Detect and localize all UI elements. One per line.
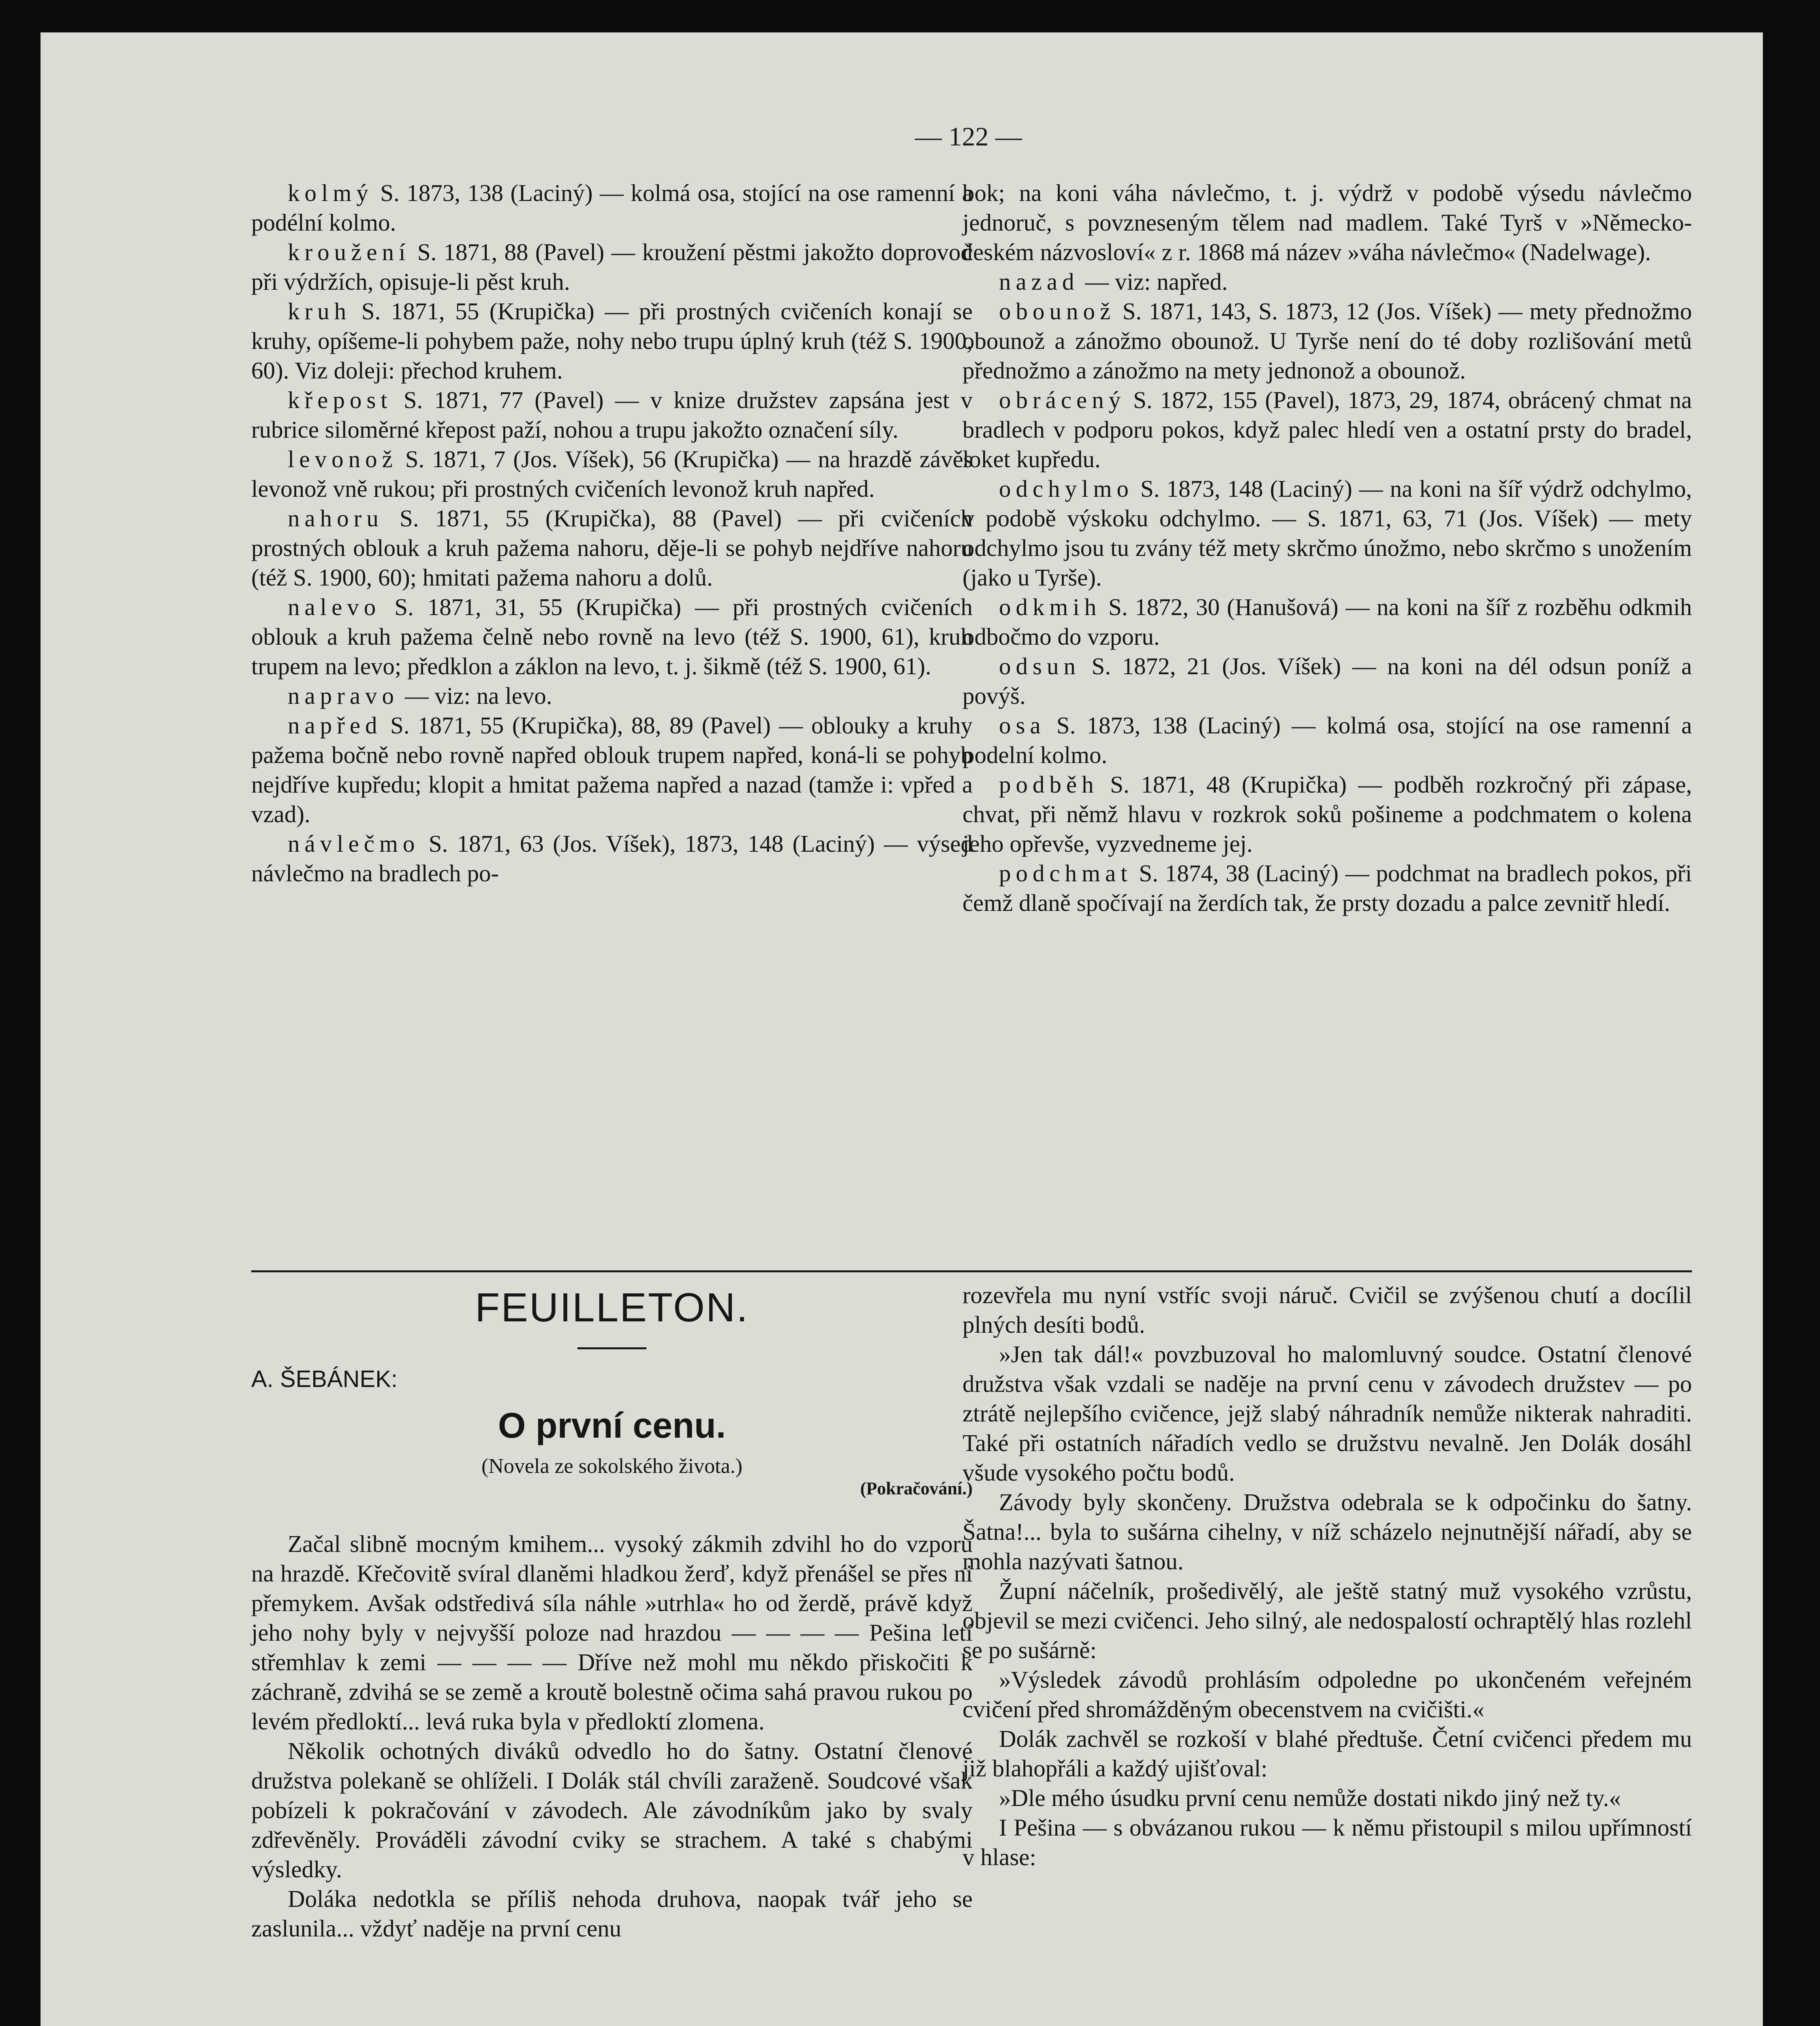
dictionary-entry bbox=[962, 178, 1692, 267]
dictionary-entry bbox=[251, 504, 973, 592]
paragraph: Dolák zachvěl se rozkoší v blahé předtuše. Četní cvičenci předem mu již blahopřáli a každý ujišťoval: bbox=[962, 1725, 1692, 1782]
dictionary-entry bbox=[251, 178, 973, 237]
entry-headword: obounož bbox=[999, 298, 1116, 325]
paragraph: Začal slibně mocným kmihem... vysoký zákmih zdvihl ho do vzporu na hrazdě. Křečovitě svíral dlaněmi hladkou žerď, když přenášel se přes ni přemykem. Avšak odstředivá síla náhle »utrhla« ho od žerdě, právě když jeho nohy byly v nejvyšší poloze nad hrazdou — — — — Pešina letí střemhlav k zemi — — — — Dříve než mohl mu někdo přiskočiti k záchraně, zdvihá se se země a kroutě bolestně očima sahá pravou rukou po levém předloktí... levá ruka byla v předloktí zlomena. bbox=[251, 1530, 973, 1735]
entry-headword: odchylmo bbox=[999, 475, 1133, 502]
feuilleton-title: FEUILLETON. bbox=[475, 1285, 749, 1330]
paragraph: rozevřela mu nyní vstříc svoji náruč. Cvičil se zvýšenou chutí a docílil plných desíti bodů. bbox=[962, 1282, 1692, 1338]
dictionary-entry bbox=[251, 297, 973, 385]
dictionary-entry bbox=[962, 474, 1692, 592]
paragraph: Župní náčelník, prošedivělý, ale ještě statný muž vysokého vzrůstu, objevil se mezi cvičenci. Jeho silný, ale nedospalostí ochraptělý hlas rozlehl se po sušárně: bbox=[962, 1577, 1692, 1663]
entry-text: S. 1873, 138 (Laciný) — kolmá osa, stojící na ose ramenní a podélní kolmo. bbox=[251, 180, 973, 236]
entry-text: S. 1873, 138 (Laciný) — kolmá osa, stojící na ose ramenní a podelní kolmo. bbox=[962, 712, 1692, 768]
entry-headword: levonož bbox=[288, 446, 398, 472]
entry-headword: kruh bbox=[288, 298, 351, 325]
dictionary-entry bbox=[962, 385, 1692, 474]
dictionary-entry bbox=[251, 237, 973, 297]
entry-headword: odsun bbox=[999, 653, 1080, 680]
entry-headword: podchmat bbox=[999, 860, 1132, 887]
feuilleton-right-column bbox=[962, 1280, 1692, 1872]
dictionary-entry bbox=[251, 592, 973, 681]
title-dash bbox=[577, 1347, 646, 1349]
entry-text: bok; na koni váha návlečmo, t. j. výdrž v podobě výsedu návlečmo jednoruč, s povzneseným tělem nad madlem. Také Tyrš v »Německo-českém názvosloví« z r. 1868 má název »váha návlečmo« (Nadelwage). bbox=[962, 180, 1692, 265]
entry-headword: návlečmo bbox=[288, 830, 420, 857]
entry-headword: kroužení bbox=[288, 239, 411, 265]
entry-headword: obrácený bbox=[999, 387, 1126, 413]
dictionary-entry bbox=[251, 711, 973, 829]
entry-text: S. 1874, 38 (Laciný) — podchmat na bradlech pokos, při čemž dlaně spočívají na žerdích tak, že prsty dozadu a palce zevnitř hledí. bbox=[962, 860, 1692, 916]
paragraph: Doláka nedotkla se příliš nehoda druhova, naopak tvář jeho se zaslunila... vždyť naděje na první cenu bbox=[251, 1885, 973, 1942]
entry-text: S. 1872, 21 (Jos. Víšek) — na koni na dél odsun poníž a povýš. bbox=[962, 653, 1692, 709]
entry-headword: napřed bbox=[288, 712, 382, 739]
paragraph: »Výsledek závodů prohlásím odpoledne po ukončeném veřejném cvičení před shromážděným obecenstvem na cvičišti.« bbox=[962, 1666, 1692, 1723]
dictionary-left-column bbox=[251, 178, 973, 888]
entry-text: S. 1871, 88 (Pavel) — kroužení pěstmi jakožto doprovod při výdržích, opisuje-li pěst kruh. bbox=[251, 239, 973, 295]
entry-headword: podběh bbox=[999, 771, 1099, 798]
entry-text: S. 1871, 55 (Krupička), 88 (Pavel) — při cvičeních prostných oblouk a kruh pažema nahoru, děje-li se pohyb nejdříve nahoru (též S. 1900, 60); hmitati pažema nahoru a dolů. bbox=[251, 505, 973, 591]
dictionary-entry bbox=[251, 829, 973, 888]
continuation-note: (Pokračování.) bbox=[860, 1479, 973, 1498]
paragraph: Několik ochotných diváků odvedlo ho do šatny. Ostatní členové družstva polekaně se ohlíželi. I Dolák stál chvíli zaraženě. Soudcové však pobízeli k pokračování v závodech. Ale závodníkům jako by svaly zdřevěněly. Prováděli závodní cviky se strachem. A také s chabými výsledky. bbox=[251, 1737, 973, 1883]
dictionary-entry bbox=[962, 711, 1692, 770]
entry-text: S. 1871, 63 (Jos. Víšek), 1873, 148 (Laciný) — výsed návlečmo na bradlech po- bbox=[251, 830, 973, 887]
dictionary-entry bbox=[962, 267, 1692, 297]
dictionary-entry bbox=[962, 297, 1692, 385]
entry-headword: nalevo bbox=[288, 594, 381, 620]
entry-text: S. 1871, 31, 55 (Krupička) — při prostných cvičeních oblouk a kruh pažema čelně nebo rovně na levo (též S. 1900, 61), kruh trupem na levo; předklon a záklon na levo, t. j. šikmě (též S. 1900, 61). bbox=[251, 594, 973, 680]
feuilleton-left-text bbox=[251, 1529, 973, 1943]
dictionary-entry bbox=[962, 652, 1692, 711]
entry-text: S. 1871, 143, S. 1873, 12 (Jos. Víšek) — mety přednožmo obounož a zánožmo obounož. U Tyrše není do té doby rozlišování metů přednožmo a zánožmo na mety jednonož a obounož. bbox=[962, 298, 1692, 384]
entry-text: S. 1871, 55 (Krupička) — při prostných cvičeních konají se kruhy, opíšeme-li pohybem paže, nohy nebo trupu úplný kruh (též S. 1900, 60). Viz doleji: přechod kruhem. bbox=[251, 298, 973, 384]
entry-headword: osa bbox=[999, 712, 1046, 739]
entry-headword: křepost bbox=[288, 387, 392, 413]
dictionary-entry bbox=[251, 681, 973, 711]
paragraph: »Dle mého úsudku první cenu nemůže dostati nikdo jiný než ty.« bbox=[999, 1785, 1621, 1811]
entry-headword: kolmý bbox=[288, 180, 373, 206]
section-divider bbox=[251, 1270, 1692, 1272]
entry-headword: nazad bbox=[999, 268, 1079, 295]
feuilleton-left-column bbox=[251, 1280, 973, 1943]
story-subtitle: (Novela ze sokolského života.) bbox=[481, 1455, 742, 1478]
page-number: — 122 — bbox=[915, 122, 1022, 152]
scanned-page bbox=[41, 32, 1763, 2026]
entry-text: S. 1871, 7 (Jos. Víšek), 56 (Krupička) — na hrazdě závěs levonož vně rukou; při prostných cvičeních levonož kruh napřed. bbox=[251, 446, 973, 502]
entry-text: S. 1872, 155 (Pavel), 1873, 29, 1874, obrácený chmat na bradlech v podporu pokos, když palec hledí ven a ostatní prsty do bradel, loket kupředu. bbox=[962, 387, 1692, 472]
dictionary-entry bbox=[962, 592, 1692, 652]
entry-text: S. 1871, 77 (Pavel) — v knize družstev zapsána jest v rubrice siloměrné křepost paží, nohou a trupu jakožto označení síly. bbox=[251, 387, 973, 443]
dictionary-entry bbox=[962, 770, 1692, 859]
paragraph: I Pešina — s obvázanou rukou — k němu přistoupil s milou upřímností v hlase: bbox=[962, 1814, 1692, 1870]
entry-headword: napravo bbox=[288, 682, 399, 709]
dictionary-entry bbox=[251, 385, 973, 445]
entry-headword: nahoru bbox=[288, 505, 383, 532]
paragraph: Závody byly skončeny. Družstva odebrala se k odpočinku do šatny. Šatna!... byla to sušárna cihelny, v níž scházelo nejnutnější nářadí, aby se mohla nazývati šatnou. bbox=[962, 1489, 1692, 1575]
entry-text: S. 1871, 48 (Krupička) — podběh rozkročný při zápase, chvat, při němž hlavu v rozkrok soků pošineme a podchmatem o kolena jeho opřevše, vyzvedneme jej. bbox=[962, 771, 1692, 857]
story-title: O první cenu. bbox=[498, 1405, 726, 1445]
author: A. ŠEBÁNEK: bbox=[251, 1366, 398, 1392]
dictionary-entry bbox=[251, 445, 973, 504]
entry-text: — viz: na levo. bbox=[404, 682, 552, 709]
entry-text: — viz: napřed. bbox=[1085, 268, 1228, 295]
entry-text: S. 1872, 30 (Hanušová) — na koni na šíř z rozběhu odkmih odbočmo do vzporu. bbox=[962, 594, 1692, 650]
entry-text: S. 1871, 55 (Krupička), 88, 89 (Pavel) — oblouky a kruhy pažema bočně nebo rovně napřed oblouk trupem napřed, koná-li se pohyb nejdříve kupředu; klopit a hmitat pažema napřed a nazad (tamže i: vpřed a vzad). bbox=[251, 712, 973, 827]
entry-text: S. 1873, 148 (Laciný) — na koni na šíř výdrž odchylmo, v podobě výskoku odchylmo. — S. 1871, 63, 71 (Jos. Víšek) — mety odchylmo jsou tu zvány též mety skrčmo únožmo, nebo skrčmo s unožením (jako u Tyrše). bbox=[962, 475, 1692, 591]
dictionary-right-column bbox=[962, 178, 1692, 918]
dictionary-entry bbox=[962, 859, 1692, 918]
paragraph: »Jen tak dál!« povzbuzoval ho malomluvný soudce. Ostatní členové družstva však vzdali se naděje na první cenu v závodech družstev — po ztrátě nejlepšího cvičence, jejž slabý náhradník nemůže nikterak nahraditi. Také při ostatních nářadích vedlo se družstvu nevalně. Jen Dolák dosáhl všude vysokého počtu bodů. bbox=[962, 1341, 1692, 1486]
entry-headword: odkmih bbox=[999, 594, 1101, 620]
